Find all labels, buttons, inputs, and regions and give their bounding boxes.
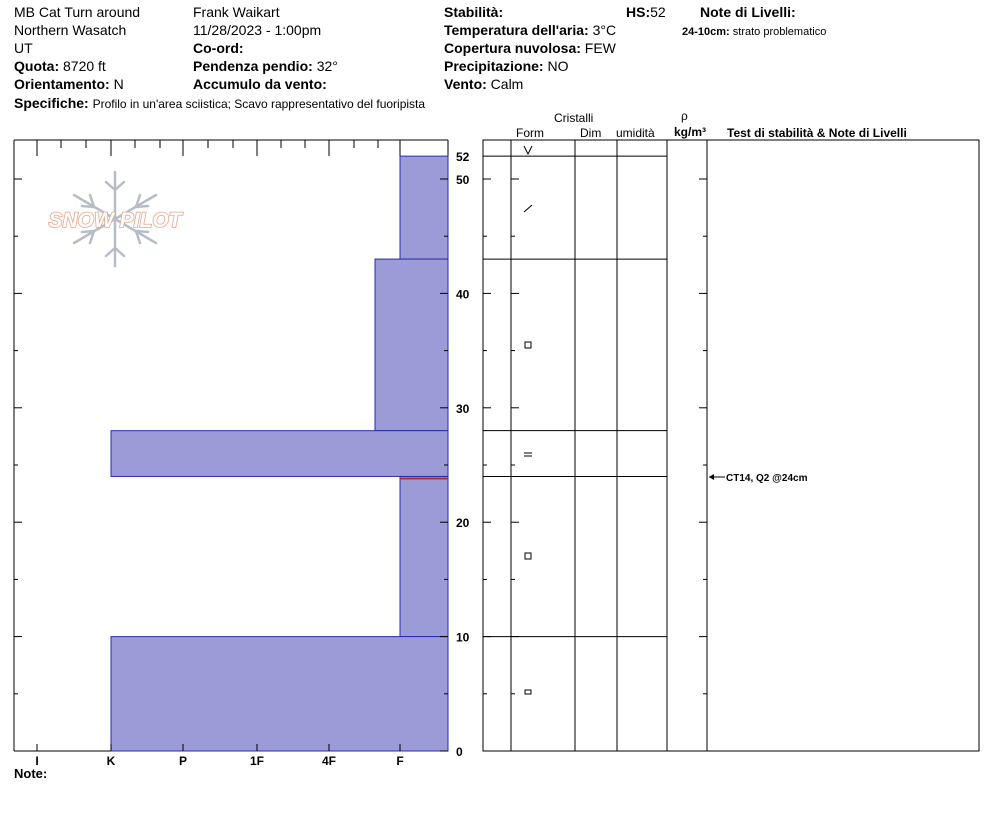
depth-tick-label: 20 bbox=[456, 516, 470, 531]
form-header: Form bbox=[516, 126, 544, 140]
footer-note-label: Note: bbox=[14, 766, 48, 781]
air-temp-label: Temperatura dell'aria: bbox=[444, 22, 589, 38]
stability-label: Stabilità: bbox=[444, 4, 504, 20]
precipitation-particle-symbol bbox=[524, 146, 532, 154]
hardness-tick-label: F bbox=[396, 754, 404, 768]
faceted-crystal-symbol bbox=[525, 342, 531, 348]
hs-value: 52 bbox=[650, 4, 666, 20]
precip-label: Precipitazione: bbox=[444, 58, 544, 74]
stability-notes-header: Test di stabilità & Note di Livelli bbox=[727, 126, 907, 140]
aspect-label: Orientamento: bbox=[14, 76, 110, 92]
wind-value: Calm bbox=[490, 76, 524, 92]
observer-name: Frank Waikart bbox=[193, 4, 280, 20]
layer-notes-label: Note di Livelli: bbox=[700, 4, 796, 20]
hardness-tick-label: 1F bbox=[249, 754, 265, 768]
cloud-value: FEW bbox=[584, 40, 616, 56]
moisture-header: umidità bbox=[616, 126, 655, 140]
snowpilot-logo bbox=[49, 172, 184, 266]
depth-tick-label: 50 bbox=[456, 173, 470, 187]
crystal-form-symbols bbox=[524, 146, 532, 694]
decomposing-particle-symbol bbox=[524, 205, 532, 212]
wind-label: Vento: bbox=[444, 76, 487, 92]
crystals-header: Cristalli bbox=[554, 111, 594, 125]
depth-tick-label: 30 bbox=[456, 401, 470, 416]
layer-bars bbox=[111, 156, 448, 751]
coord-label: Co-ord: bbox=[193, 40, 244, 56]
hs-label: HS: bbox=[626, 4, 651, 20]
location-name: MB Cat Turn around bbox=[14, 4, 141, 20]
hardness-tick-label: K bbox=[106, 754, 116, 768]
location-state: UT bbox=[14, 40, 33, 56]
snowpilot-logo-text: SNOW PILOT bbox=[48, 209, 182, 232]
layer-bar bbox=[111, 431, 448, 477]
depth-tick-label: 40 bbox=[456, 287, 470, 302]
stability-test-annotation bbox=[709, 473, 808, 484]
wind-loading-label: Accumulo da vento: bbox=[193, 76, 327, 92]
density-unit-header: kg/m³ bbox=[674, 125, 707, 139]
location-range: Northern Wasatch bbox=[14, 22, 127, 38]
elevation-label: Quota: bbox=[14, 58, 60, 74]
depth-tick-label: 0 bbox=[456, 745, 463, 759]
layer-bar bbox=[375, 259, 448, 431]
faceted-crystal-symbol bbox=[525, 553, 531, 559]
hardness-tick-label: I bbox=[35, 754, 39, 768]
rounded-facet-symbol bbox=[525, 690, 531, 694]
depth-top-label: 52 bbox=[456, 150, 470, 164]
slope-label: Pendenza pendio: bbox=[193, 58, 313, 74]
layer-bar bbox=[111, 637, 448, 751]
rho-header: ρ bbox=[681, 109, 688, 123]
air-temp-value: 3°C bbox=[592, 22, 617, 38]
depth-tick-label: 10 bbox=[456, 630, 470, 645]
layer-note-text: strato problematico bbox=[732, 26, 827, 38]
hardness-tick-label: 4F bbox=[321, 754, 337, 768]
cloud-label: Copertura nuvolosa: bbox=[444, 40, 581, 56]
elevation-value: 8720 ft bbox=[63, 58, 106, 74]
table-ticks bbox=[483, 179, 707, 751]
slope-value: 32° bbox=[316, 58, 338, 74]
observation-datetime: 11/28/2023 - 1:00pm bbox=[193, 22, 322, 38]
specifics-value: Profilo in un'area sciistica; Scavo rappresentativo del fuoripista bbox=[92, 97, 426, 111]
dim-header: Dim bbox=[580, 126, 602, 140]
hardness-tick-label: P bbox=[178, 754, 188, 768]
arrow-head-icon bbox=[709, 474, 714, 480]
layer-bar bbox=[400, 476, 448, 636]
layer-bar bbox=[400, 156, 448, 259]
precip-value: NO bbox=[547, 58, 569, 74]
aspect-value: N bbox=[113, 76, 124, 92]
crystal-table bbox=[483, 140, 979, 751]
layer-note-range: 24-10cm: bbox=[682, 26, 730, 38]
stability-test-label: CT14, Q2 @24cm bbox=[726, 473, 808, 484]
specifics-label: Specifiche: bbox=[14, 95, 89, 111]
